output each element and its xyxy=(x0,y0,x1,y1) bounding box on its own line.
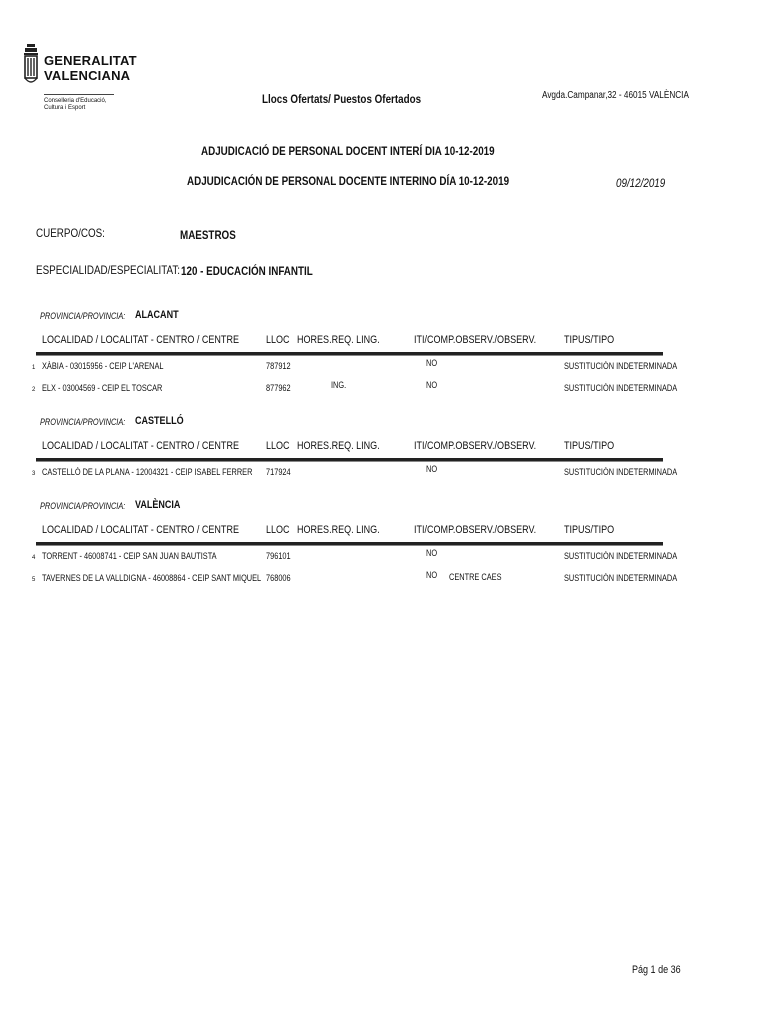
provincia-value: ALACANT xyxy=(135,309,179,321)
column-header-lloc: LLOC xyxy=(266,440,290,452)
row-hores: ING. xyxy=(331,380,347,390)
row-centro: TAVERNES DE LA VALLDIGNA - 46008864 - CEIP SANT MIQUEL xyxy=(42,573,262,583)
page-number: Pág 1 de 36 xyxy=(632,964,681,976)
row-tipo: SUSTITUCIÓN INDETERMINADA xyxy=(564,383,678,393)
row-lloc: 877962 xyxy=(266,383,291,393)
logo-line2: VALENCIANA xyxy=(44,68,131,83)
row-lloc: 717924 xyxy=(266,467,291,477)
row-lloc: 768006 xyxy=(266,573,291,583)
title-spanish: ADJUDICACIÓN DE PERSONAL DOCENTE INTERINO DÍA 10-12-2019 xyxy=(187,174,510,188)
title-valencian: ADJUDICACIÓ DE PERSONAL DOCENT INTERÍ DIA 10-12-2019 xyxy=(201,144,495,158)
header-address: Avgda.Campanar,32 - 46015 VALÈNCIA xyxy=(542,90,689,101)
row-centro: ELX - 03004569 - CEIP EL TOSCAR xyxy=(42,383,163,393)
especialidad-value: 120 - EDUCACIÓN INFANTIL xyxy=(181,264,313,278)
row-number: 4 xyxy=(32,555,36,561)
provincia-label: PROVINCIA/PROVINCIA: xyxy=(40,311,126,321)
column-header-hores: HORES.REQ. LING. xyxy=(297,524,380,536)
logo-divider xyxy=(44,94,114,95)
cuerpo-value: MAESTROS xyxy=(180,228,236,242)
row-iti: NO xyxy=(426,464,438,474)
row-number: 1 xyxy=(32,365,36,371)
row-tipo: SUSTITUCIÓN INDETERMINADA xyxy=(564,551,678,561)
row-lloc: 787912 xyxy=(266,361,291,371)
column-header-hores: HORES.REQ. LING. xyxy=(297,334,380,346)
row-centro: XÀBIA - 03015956 - CEIP L'ARENAL xyxy=(42,361,164,371)
column-header-localidad: LOCALIDAD / LOCALITAT - CENTRO / CENTRE xyxy=(42,524,239,536)
logo-sub2: Cultura i Esport xyxy=(44,105,86,111)
provincia-label: PROVINCIA/PROVINCIA: xyxy=(40,417,126,427)
provincia-value: CASTELLÓ xyxy=(135,415,184,427)
header-rule xyxy=(36,352,663,356)
especialidad-label: ESPECIALIDAD/ESPECIALITAT: xyxy=(36,263,181,277)
column-header-lloc: LLOC xyxy=(266,334,290,346)
row-iti: NO xyxy=(426,358,438,368)
row-lloc: 796101 xyxy=(266,551,291,561)
column-header-hores: HORES.REQ. LING. xyxy=(297,440,380,452)
cuerpo-label: CUERPO/COS: xyxy=(36,226,105,240)
row-iti: NO xyxy=(426,570,438,580)
column-header-tipus: TIPUS/TIPO xyxy=(564,440,615,452)
provincia-label: PROVINCIA/PROVINCIA: xyxy=(40,501,126,511)
row-tipo: SUSTITUCIÓN INDETERMINADA xyxy=(564,573,678,583)
document-date: 09/12/2019 xyxy=(616,176,666,190)
row-iti: NO xyxy=(426,380,438,390)
header-rule xyxy=(36,458,663,462)
row-number: 5 xyxy=(32,577,36,583)
header-title: Llocs Ofertats/ Puestos Ofertados xyxy=(262,92,422,106)
header-rule xyxy=(36,542,663,546)
column-header-iti: ITI/COMP.OBSERV./OBSERV. xyxy=(414,440,537,452)
column-header-tipus: TIPUS/TIPO xyxy=(564,334,615,346)
row-number: 2 xyxy=(32,387,36,393)
crest-icon xyxy=(22,42,40,114)
logo-sub1: Conselleria d'Educació, xyxy=(44,98,107,104)
row-number: 3 xyxy=(32,471,36,477)
column-header-localidad: LOCALIDAD / LOCALITAT - CENTRO / CENTRE xyxy=(42,334,239,346)
column-header-iti: ITI/COMP.OBSERV./OBSERV. xyxy=(414,524,537,536)
column-header-lloc: LLOC xyxy=(266,524,290,536)
row-centro: CASTELLÓ DE LA PLANA - 12004321 - CEIP ISABEL FERRER xyxy=(42,467,253,477)
row-iti: NO xyxy=(426,548,438,558)
column-header-iti: ITI/COMP.OBSERV./OBSERV. xyxy=(414,334,537,346)
provincia-value: VALÈNCIA xyxy=(135,499,181,511)
column-header-tipus: TIPUS/TIPO xyxy=(564,524,615,536)
row-tipo: SUSTITUCIÓN INDETERMINADA xyxy=(564,467,678,477)
generalitat-logo xyxy=(22,42,137,122)
row-observ: CENTRE CAES xyxy=(449,572,502,582)
column-header-localidad: LOCALIDAD / LOCALITAT - CENTRO / CENTRE xyxy=(42,440,239,452)
row-tipo: SUSTITUCIÓN INDETERMINADA xyxy=(564,361,678,371)
row-centro: TORRENT - 46008741 - CEIP SAN JUAN BAUTISTA xyxy=(42,551,217,561)
logo-line1: GENERALITAT xyxy=(44,53,137,68)
